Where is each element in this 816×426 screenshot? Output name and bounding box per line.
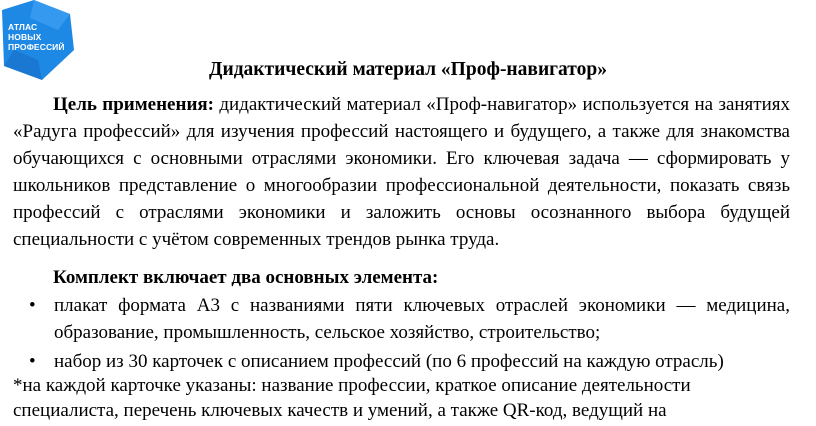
purpose-text: дидактический материал «Проф-навигатор» используется на занятиях «Радуга профессий» для изучения профессий настоящего и будущего, а также для знакомства обучающихся с основными отраслями экономики. Его ключевая задача — сформировать у школьников представление о многообразии профессиональной деятельности, показать связь профессий с отраслями экономики и заложить основы осознанного выбора будущей специальности с учётом современных трендов рынка труда. [13, 94, 791, 250]
purpose-paragraph [13, 91, 790, 253]
list-item-text: плакат формата А3 с названиями пяти ключевых отраслей экономики — медицина, образование, промышленность, сельское хозяйство, строительство; [54, 295, 790, 343]
purpose-label: Цель применения: [53, 94, 214, 115]
logo-text [8, 22, 66, 52]
bullet-icon: • [29, 295, 36, 316]
kit-heading: Комплект включает два основных элемента: [53, 267, 439, 288]
logo-line-2: НОВЫХ [8, 32, 42, 42]
kit-list [27, 292, 790, 377]
logo-line-3: ПРОФЕССИЙ [8, 42, 65, 52]
footnote: *на каждой карточке указаны: название профессии, краткое описание деятельности специалиста, перечень ключевых качеств и умений, а также QR-код, ведущий на [13, 375, 691, 421]
list-item [27, 292, 790, 346]
bullet-icon: • [29, 351, 36, 372]
list-item-text: набор из 30 карточек с описанием профессий (по 6 профессий на каждую отрасль) [54, 351, 724, 372]
logo-line-1: АТЛАС [8, 22, 38, 32]
page-title: Дидактический материал «Проф-навигатор» [209, 59, 607, 80]
list-item [27, 348, 790, 375]
